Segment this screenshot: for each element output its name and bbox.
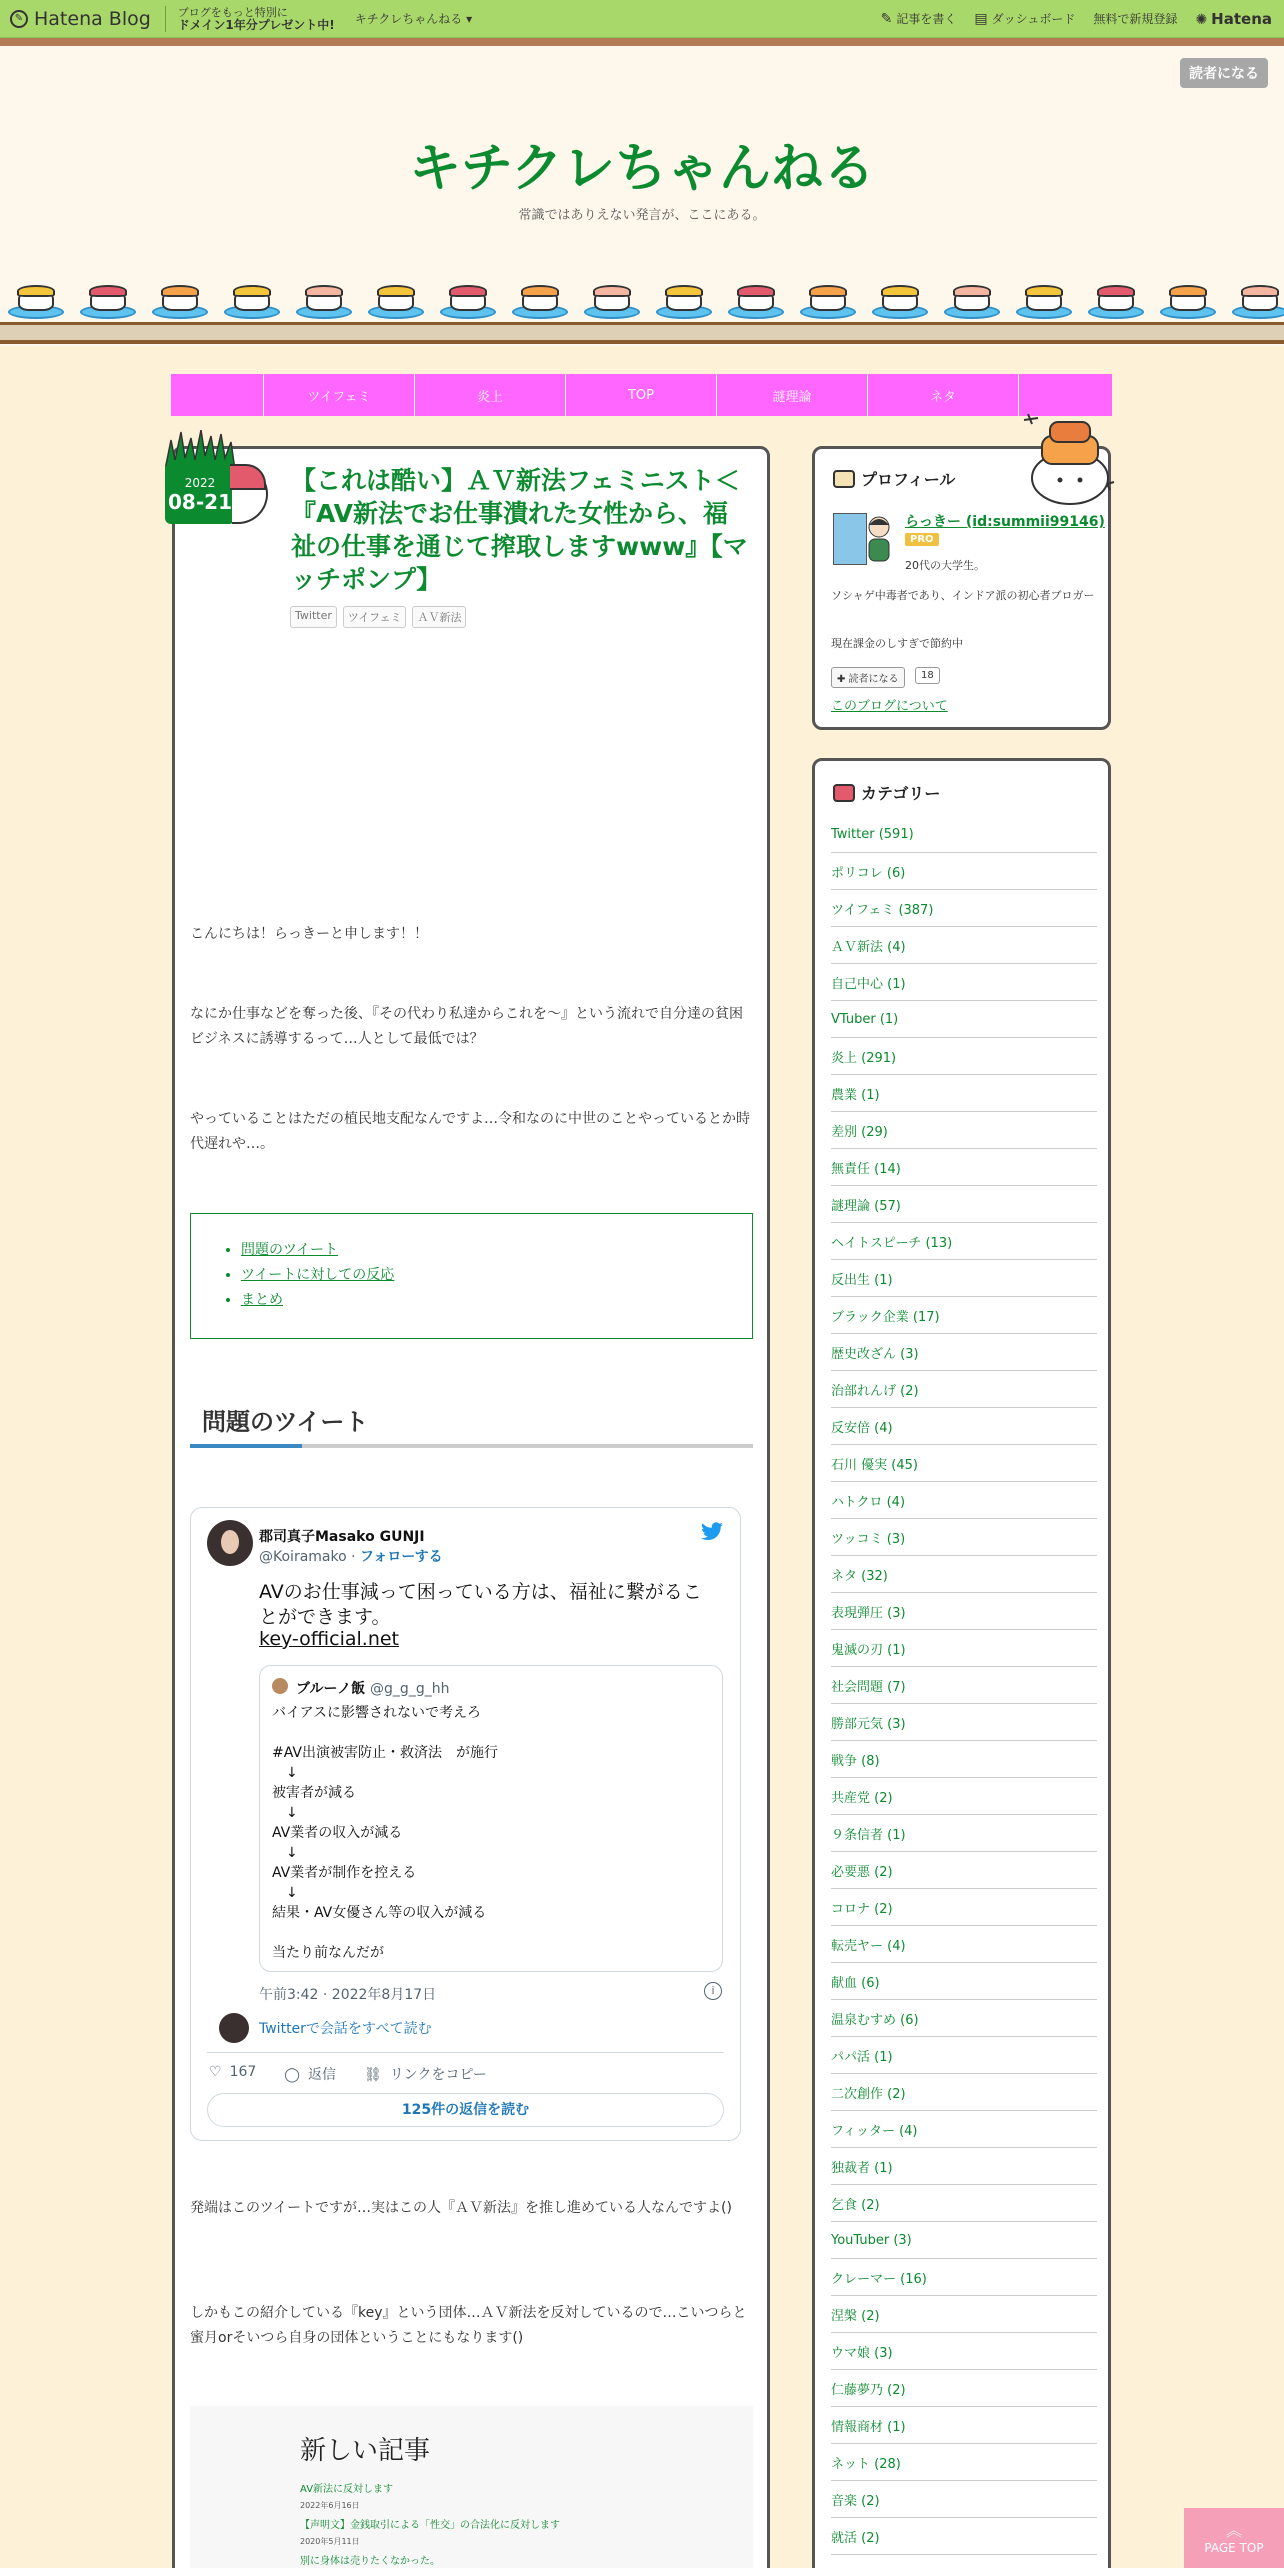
quote-line: 結果・AV女優さん等の収入が減る	[272, 1905, 487, 1921]
sushi-plate-icon	[368, 283, 424, 319]
category-item[interactable]: 歴史改ざん (3)	[831, 1334, 1097, 1371]
paragraph-colonial: やっていることはただの植民地支配なんですよ…令和なのに中世のことやっているとか時代遅れや…。	[190, 1111, 750, 1152]
paragraph-greeting: こんにちは！らっきーと申します！！	[190, 926, 428, 942]
category-item[interactable]: ９条信者 (1)	[831, 1815, 1097, 1852]
nav-item-twifemi[interactable]: ツイフェミ	[264, 374, 415, 416]
quote-line: ↓	[272, 1765, 298, 1781]
quoted-tweet[interactable]	[259, 1665, 723, 1972]
profile-bio-2: 現在課金のしすぎで節約中	[831, 637, 963, 650]
new-post-link[interactable]: AV新法に反対します	[300, 2484, 394, 2495]
category-item[interactable]: 戦争 (8)	[831, 1741, 1097, 1778]
blog-menu[interactable]: キチクレちゃんねる ▾	[354, 12, 473, 26]
reply-button[interactable]	[284, 2064, 336, 2084]
section-heading	[190, 1402, 753, 1448]
quote-line: 被害者が減る	[272, 1785, 356, 1801]
new-posts-title: 新しい記事	[300, 2436, 431, 2466]
divider	[207, 2052, 724, 2053]
category-item[interactable]: コロナ (2)	[831, 1889, 1097, 1926]
info-icon[interactable]: i	[704, 1982, 722, 2000]
quote-author-line	[296, 1678, 449, 1698]
category-item[interactable]: ポリコレ (6)	[831, 853, 1097, 890]
paragraph-key: しかもこの紹介している『key』という団体…ＡＶ新法を反対しているので…こいつらと蜜月orそいつら自身の団体ということにもなります()	[190, 2305, 747, 2346]
reply-label: 返信	[307, 2067, 336, 2083]
sushi-plates-row	[0, 283, 1284, 319]
like-count: 167	[229, 2064, 257, 2080]
new-post-date: 2020年5月11日	[300, 2537, 360, 2546]
category-item[interactable]: YouTuber (3)	[831, 2222, 1097, 2259]
category-item[interactable]: クレーマー (16)	[831, 2259, 1097, 2296]
article-title[interactable]: 【これは酷い】ＡＶ新法フェミニスト＜『AV新法でお仕事潰れた女性から、福祉の仕事を通じて搾取しますwww』【マッチポンプ】	[291, 466, 748, 594]
embedded-tweet	[190, 1507, 741, 2141]
category-item[interactable]: ネタ (32)	[831, 1556, 1097, 1593]
copy-link-label: リンクをコピー	[389, 2067, 487, 2083]
global-nav	[171, 374, 1112, 416]
toc-item-reactions[interactable]: • ツイートに対しての反応	[241, 1263, 752, 1288]
new-post-link[interactable]: 別に身体は売りたくなかった。	[300, 2556, 440, 2567]
pro-badge: PRO	[905, 533, 939, 546]
quote-line: AV業者の収入が減る	[272, 1825, 403, 1841]
category-heading	[833, 781, 940, 804]
category-item[interactable]: 就活 (2)	[831, 2518, 1097, 2555]
category-item[interactable]: ブラック企業 (17)	[831, 1297, 1097, 1334]
nav-item-enjo[interactable]: 炎上	[415, 374, 566, 416]
category-item[interactable]: 献血 (6)	[831, 1963, 1097, 2000]
tweet-body: AVのお仕事減って困っている方は、福祉に繋がることができます。	[259, 1581, 702, 1628]
paragraph-origin: 発端はこのツイートですが…実はこの人『ＡＶ新法』を推し進めている人なんですよ()	[190, 2200, 732, 2216]
new-posts-card[interactable]	[190, 2406, 753, 2568]
date-box	[165, 466, 235, 524]
tag-av-shinpo[interactable]: ＡＶ新法	[412, 606, 466, 628]
sushi-plate-icon	[80, 283, 136, 319]
dashboard-label: ダッシュボード	[991, 12, 1076, 26]
category-item[interactable]: ツッコミ (3)	[831, 1519, 1097, 1556]
category-item[interactable]: 仁藤夢乃 (2)	[831, 2370, 1097, 2407]
category-item[interactable]: 無責任 (14)	[831, 1149, 1097, 1186]
nav-spacer	[171, 374, 264, 416]
quote-line: 当たり前なんだが	[272, 1945, 384, 1961]
sushi-plate-icon	[728, 283, 784, 319]
sushi-plate-icon	[1232, 283, 1284, 319]
write-article-link[interactable]	[881, 10, 957, 27]
tag-twifemi[interactable]: ツイフェミ	[343, 606, 407, 628]
table-of-contents	[190, 1213, 753, 1339]
category-module	[812, 758, 1111, 2568]
tweet-handle-line: @Koiramako · フォローする	[259, 1549, 443, 1565]
sushi-plate-icon	[800, 283, 856, 319]
category-item[interactable]: 音楽 (2)	[831, 2481, 1097, 2518]
blog-title[interactable]: キチクレちゃんねる	[409, 139, 875, 199]
hatena-icon: ✺	[1195, 11, 1208, 28]
dashboard-link[interactable]	[974, 10, 1075, 27]
quote-line: ↓	[272, 1805, 298, 1821]
conversation-avatar	[219, 2013, 249, 2043]
category-item[interactable]: 独裁者 (1)	[831, 2148, 1097, 2185]
category-heading-text: カテゴリー	[861, 784, 941, 803]
hatena-logo[interactable]	[1195, 10, 1272, 28]
category-item[interactable]: 涅槃 (2)	[831, 2296, 1097, 2333]
quote-line: AV業者が制作を控える	[272, 1865, 417, 1881]
quote-line: バイアスに影響されないで考えろ	[272, 1705, 482, 1721]
sushi-plate-icon	[1088, 283, 1144, 319]
about-blog-link[interactable]: このブログについて	[831, 699, 948, 714]
subscribe-reader-button[interactable]: ✚ 読者になる	[831, 667, 905, 688]
avatar[interactable]	[207, 1520, 253, 1566]
sushi-plate-icon	[512, 283, 568, 319]
category-item[interactable]: 差別 (29)	[831, 1112, 1097, 1149]
category-item[interactable]: VTuber (1)	[831, 1001, 1097, 1038]
category-item[interactable]: 農業 (1)	[831, 1075, 1097, 1112]
dashboard-icon: ▤	[974, 11, 988, 27]
hatena-blog-logo[interactable]	[0, 8, 151, 30]
category-item[interactable]: 必要悪 (2)	[831, 1852, 1097, 1889]
like-button[interactable]	[209, 2064, 256, 2084]
tweet-author-name[interactable]: 郡司真子Masako GUNJI	[259, 1529, 425, 1545]
quote-line: ↓	[272, 1845, 298, 1861]
sushi-plate-icon	[944, 283, 1000, 319]
category-item[interactable]: ハトクロ (4)	[831, 1482, 1097, 1519]
category-item[interactable]: 情報商材 (1)	[831, 2407, 1097, 2444]
category-list	[831, 827, 1097, 2555]
toc-item-problem-tweet[interactable]: • 問題のツイート	[241, 1238, 752, 1263]
toc-item-summary[interactable]: • まとめ	[241, 1288, 752, 1313]
sushi-plate-icon	[1016, 283, 1072, 319]
category-item[interactable]: 社会問題 (7)	[831, 1667, 1097, 1704]
category-item[interactable]: 温泉むすめ (6)	[831, 2000, 1097, 2037]
tweet-actions	[209, 2064, 487, 2084]
category-item[interactable]: 反出生 (1)	[831, 1260, 1097, 1297]
nav-item-top[interactable]: TOP	[566, 374, 717, 416]
date-month-day: 08-21	[168, 490, 232, 514]
article-tags	[290, 606, 466, 628]
sushi-plate-icon	[224, 283, 280, 319]
sushi-plate-icon	[656, 283, 712, 319]
category-item[interactable]: 二次創作 (2)	[831, 2074, 1097, 2111]
profile-heading-icon	[833, 470, 855, 488]
signup-link[interactable]: 無料で新規登録	[1093, 12, 1178, 26]
profile-heading-text: プロフィール	[861, 470, 956, 489]
category-item[interactable]: 自己中心 (1)	[831, 964, 1097, 1001]
category-item[interactable]: 鬼滅の刃 (1)	[831, 1630, 1097, 1667]
sushi-plate-icon	[8, 283, 64, 319]
page-top-button[interactable]	[1184, 2508, 1284, 2568]
tag-twitter[interactable]: Twitter	[290, 606, 337, 628]
category-item[interactable]: ネット (28)	[831, 2444, 1097, 2481]
copy-link-button[interactable]	[364, 2064, 487, 2084]
sushi-plate-icon	[584, 283, 640, 319]
promo-line2: ドメイン1年分プレゼント中!	[177, 17, 335, 32]
read-replies-button[interactable]: 125件の返信を読む	[207, 2093, 724, 2127]
sushi-plate-icon	[872, 283, 928, 319]
subscribe-button[interactable]: 読者になる	[1180, 58, 1268, 88]
category-item[interactable]: ヘイトスピーチ (13)	[831, 1223, 1097, 1260]
profile-image[interactable]	[833, 513, 867, 565]
link-icon: ⛓	[363, 2067, 382, 2083]
profile-subtitle: 20代の大学生。	[905, 559, 985, 572]
category-item[interactable]: Twitter (591)	[831, 827, 1097, 853]
domain-promo[interactable]	[165, 6, 335, 32]
category-item[interactable]: ＡＶ新法 (4)	[831, 927, 1097, 964]
tweet-handle[interactable]: @Koiramako	[259, 1549, 347, 1565]
sushi-plate-icon	[296, 283, 352, 319]
profile-bio: ソシャゲ中毒者であり、インドア派の初心者ブロガー	[831, 589, 1095, 602]
hatena-blog-label: Hatena Blog	[34, 7, 151, 30]
heart-icon: ♡	[209, 2064, 222, 2080]
new-post-link[interactable]: 【声明文】金銭取引による「性交」の合法化に反対します	[300, 2520, 560, 2531]
profile-name-link[interactable]: らっきー (id:summii99146)	[905, 514, 1105, 530]
paragraph-intro: なにか仕事などを奪った後、『その代わり私達からこれを～』という流れで自分達の貧困ビジネスに誘導するって…人として最低では？	[190, 1006, 743, 1047]
conveyor-belt	[0, 322, 1284, 344]
hatena-blog-icon: ✎	[10, 10, 28, 28]
sushi-plate-icon	[1160, 283, 1216, 319]
sushi-plate-icon	[152, 283, 208, 319]
tweet-timestamp[interactable]: 午前3:42 · 2022年8月17日	[259, 1987, 437, 2003]
quote-handle: @g_g_g_hh	[370, 1681, 450, 1697]
quote-line: ↓	[272, 1885, 298, 1901]
category-item[interactable]: 勝部元気 (3)	[831, 1704, 1097, 1741]
twitter-bird-icon[interactable]	[700, 1522, 724, 1548]
category-item[interactable]: ツイフェミ (387)	[831, 890, 1097, 927]
double-chevron-up-icon: ︽	[1225, 2521, 1242, 2540]
category-item[interactable]: 転売ヤー (4)	[831, 1926, 1097, 1963]
pencil-icon: ✎	[880, 11, 893, 27]
nav-item-nazoriron[interactable]: 謎理論	[717, 374, 868, 416]
header-top-band	[0, 38, 1284, 46]
heading-accent-bar	[190, 1444, 302, 1448]
category-item[interactable]: パパ活 (1)	[831, 2037, 1097, 2074]
category-item[interactable]: 乞食 (2)	[831, 2185, 1097, 2222]
tweet-link[interactable]: key-official.net	[259, 1628, 399, 1650]
read-conversation-link[interactable]: Twitterで会話をすべて読む	[259, 2021, 432, 2037]
category-item[interactable]: 共産党 (2)	[831, 1778, 1097, 1815]
sushi-plate-icon	[440, 283, 496, 319]
category-item[interactable]: 反安倍 (4)	[831, 1408, 1097, 1445]
promo-line1: ブログをもっと特別に	[177, 5, 288, 19]
hatena-label: Hatena	[1211, 9, 1272, 28]
date-year: 2022	[184, 476, 216, 490]
category-item[interactable]: フィッター (4)	[831, 2111, 1097, 2148]
profile-character-icon	[865, 513, 893, 565]
section-heading-text: 問題のツイート	[202, 1408, 369, 1436]
quote-line: #AV出演被害防止・救済法 が施行	[272, 1745, 498, 1761]
write-label: 記事を書く	[896, 12, 957, 26]
reply-icon: ◯	[284, 2067, 300, 2083]
blog-description: 常識ではありえない発言が、ここにある。	[518, 208, 766, 223]
reader-count: 18	[915, 667, 940, 684]
new-post-date: 2022年6月16日	[300, 2501, 360, 2510]
category-item[interactable]: 炎上 (291)	[831, 1038, 1097, 1075]
hatena-global-bar	[0, 0, 1284, 38]
category-item[interactable]: ウマ娘 (3)	[831, 2333, 1097, 2370]
category-item[interactable]: 石川 優実 (45)	[831, 1445, 1097, 1482]
follow-button[interactable]: フォローする	[360, 1549, 443, 1565]
category-item[interactable]: 謎理論 (57)	[831, 1186, 1097, 1223]
category-heading-icon	[833, 784, 855, 802]
page-top-label: PAGE TOP	[1204, 2541, 1264, 2555]
category-item[interactable]: 表現弾圧 (3)	[831, 1593, 1097, 1630]
sushi-mascot-icon	[1020, 408, 1116, 506]
nav-item-neta[interactable]: ネタ	[868, 374, 1019, 416]
category-item[interactable]: 治部れんげ (2)	[831, 1371, 1097, 1408]
profile-heading	[833, 467, 955, 490]
quote-avatar	[272, 1678, 288, 1694]
quote-author-name: ブルーノ飯	[296, 1681, 366, 1697]
